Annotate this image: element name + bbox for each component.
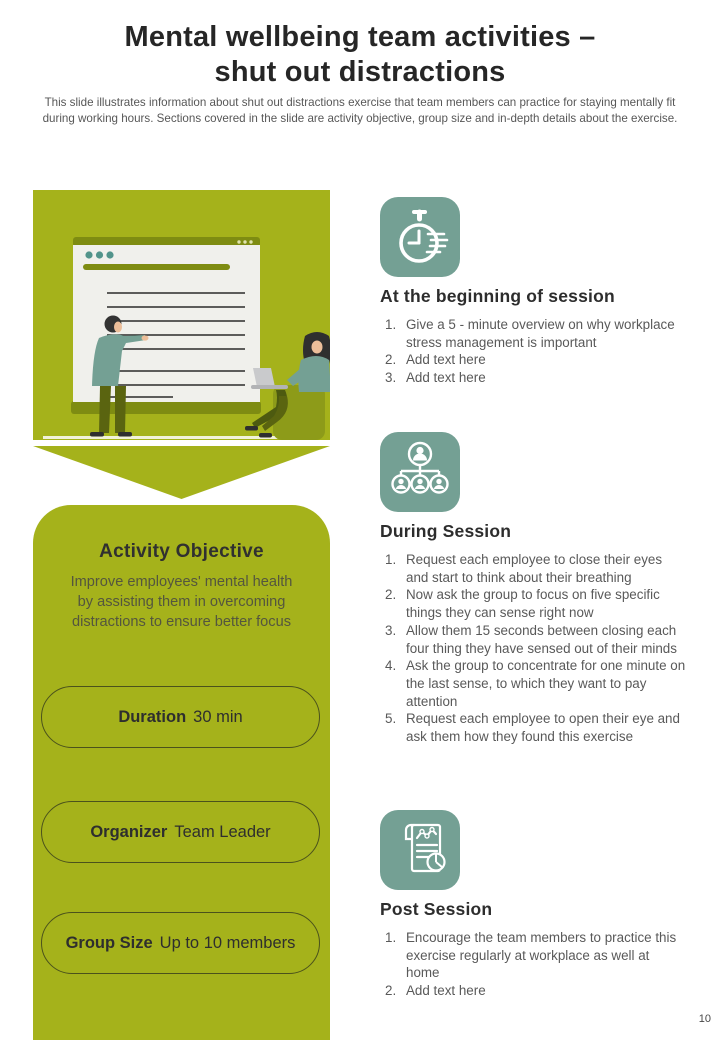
section-heading-during: During Session <box>380 521 512 541</box>
objective-desc-line: distractions to ensure better focus <box>71 614 292 631</box>
duration-label: Duration <box>118 707 187 726</box>
organizer-value: Team Leader <box>174 822 271 841</box>
section-heading-beginning: At the beginning of session <box>380 286 615 306</box>
slide-subtitle: This slide illustrates information about shut out distractions exercise that team members can practice for staying mentally fit during working hours. Sections covered in the slide are activity objective, group size and in-depth details about the exercise. <box>42 96 678 126</box>
stopwatch-icon <box>380 197 460 277</box>
during-session-steps <box>380 551 712 746</box>
page-number: 10 <box>698 1013 711 1025</box>
section-beginning-of-session <box>380 197 712 387</box>
step-item: Request each employee to open their eye and ask them how they found this exercise <box>406 711 680 745</box>
down-arrow-icon <box>33 446 330 500</box>
page-title-line1: Mental wellbeing team activities – <box>124 21 596 53</box>
duration-pill <box>41 686 320 748</box>
group-size-pill <box>41 912 320 974</box>
down-arrow-shape <box>33 446 330 500</box>
activity-objective-title: Activity Objective <box>99 541 264 562</box>
organizer-label: Organizer <box>90 822 168 841</box>
page-title-line2: shut out distractions <box>214 55 506 88</box>
group-size-value: Up to 10 members <box>159 933 296 952</box>
section-heading-post: Post Session <box>380 899 493 919</box>
step-item: Now ask the group to focus on five specific things they can sense right now <box>406 587 660 621</box>
step-item: Add text here <box>406 983 486 999</box>
step-item: Add text here <box>406 352 486 368</box>
objective-desc-line: Improve employees' mental health <box>70 574 293 590</box>
group-size-label: Group Size <box>65 933 153 952</box>
step-item: Encourage the team members to practice this exercise regularly at workplace as well at home <box>406 930 677 981</box>
step-item: Ask the group to concentrate for one minute on the last sense, to which they want to pay attention <box>406 658 686 709</box>
objective-desc-line: by assisting them in overcoming <box>77 594 286 611</box>
step-item: Give a 5 - minute overview on why workplace stress management is important <box>406 317 675 350</box>
whiteboard-presentation-image <box>33 190 330 440</box>
step-item: Request each employee to close their eyes and start to think about their breathing <box>406 552 663 585</box>
step-item: Add text here <box>406 370 486 386</box>
activity-objective-card <box>33 505 330 1040</box>
step-item: Allow them 15 seconds between closing each four thing they have sensed out of their minds <box>406 622 677 656</box>
beginning-session-steps <box>380 316 712 387</box>
document-chart-icon <box>380 810 460 890</box>
page-title <box>0 20 720 90</box>
activity-objective-description <box>47 572 317 632</box>
presentation-illustration <box>33 190 330 440</box>
section-during-session <box>380 432 712 746</box>
org-chart-icon <box>380 432 460 512</box>
duration-value: 30 min <box>193 707 243 726</box>
organizer-pill <box>41 801 320 863</box>
post-session-steps <box>380 929 712 1000</box>
section-post-session <box>380 810 712 1000</box>
